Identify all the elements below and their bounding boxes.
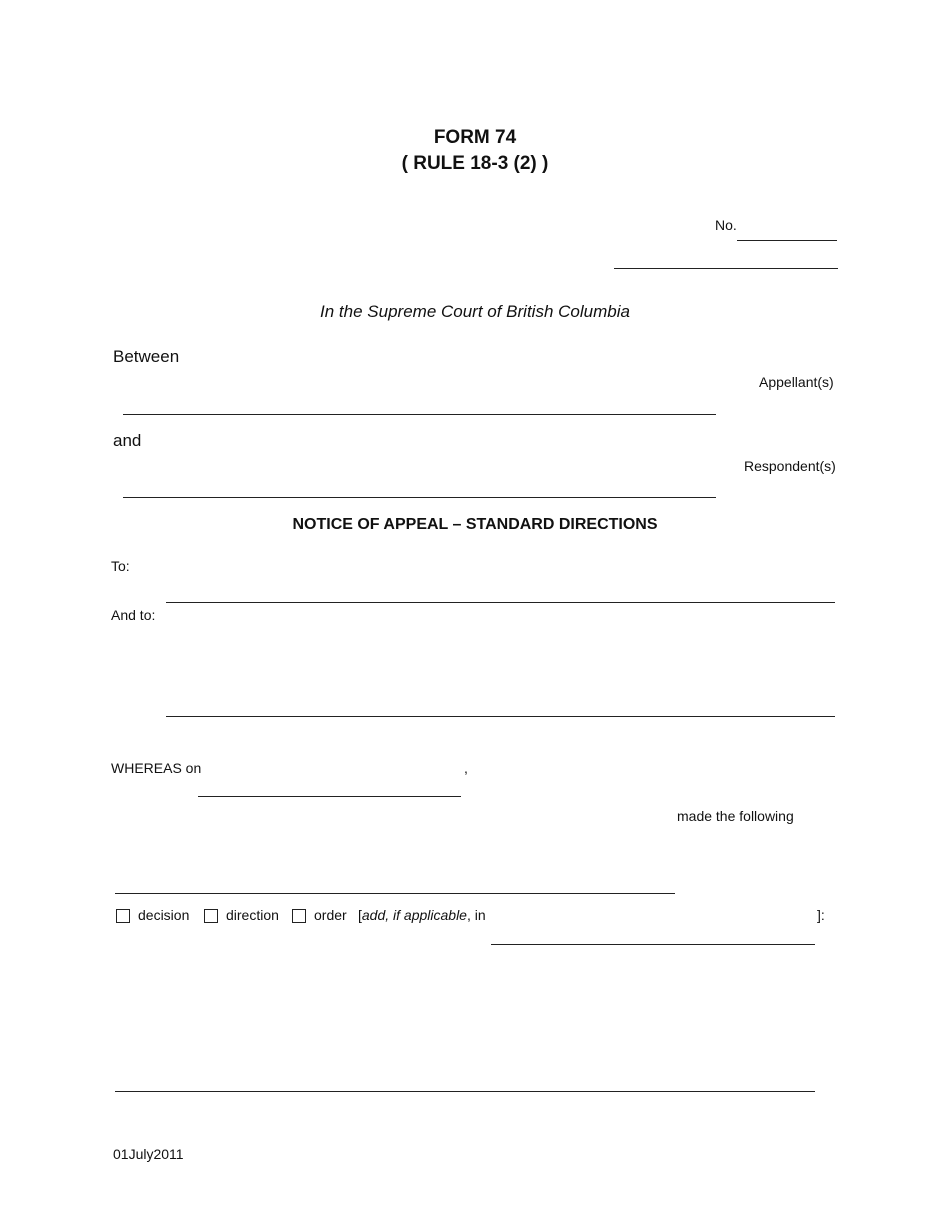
footer-date: 01July2011 <box>113 1146 184 1162</box>
order-label: order <box>314 907 347 923</box>
to-field[interactable] <box>166 602 835 603</box>
and-label: and <box>113 431 142 450</box>
court-name: In the Supreme Court of British Columbia <box>320 302 630 321</box>
date-field[interactable] <box>198 796 461 797</box>
in-text: , in <box>466 907 486 923</box>
add-bracket-open: [ <box>358 907 362 923</box>
add-instruction <box>358 907 486 923</box>
rule-reference: ( RULE 18-3 (2) ) <box>401 153 549 174</box>
judge-field[interactable] <box>115 893 675 894</box>
appellant-field[interactable] <box>123 414 716 415</box>
form-title: FORM 74 <box>433 127 517 148</box>
file-no-field[interactable] <box>737 240 837 241</box>
and-to-field[interactable] <box>166 716 835 717</box>
made-following-label: made the following <box>677 808 794 824</box>
applicable-field[interactable] <box>491 944 815 945</box>
respondent-field[interactable] <box>123 497 716 498</box>
add-if-applicable: add, if applicable <box>361 907 467 923</box>
between-label: Between <box>113 347 180 366</box>
close-bracket: ]: <box>817 907 825 923</box>
to-label: To: <box>111 558 130 574</box>
and-to-label: And to: <box>111 607 156 623</box>
decision-checkbox[interactable] <box>116 909 130 923</box>
whereas-label: WHEREAS on <box>111 760 202 776</box>
respondent-label: Respondent(s) <box>744 458 836 474</box>
notice-title: NOTICE OF APPEAL – STANDARD DIRECTIONS <box>292 516 658 533</box>
details-field[interactable] <box>115 1091 815 1092</box>
file-no-label: No. <box>715 217 737 233</box>
appellant-label: Appellant(s) <box>759 374 834 390</box>
direction-label: direction <box>226 907 279 923</box>
order-checkbox[interactable] <box>292 909 306 923</box>
direction-checkbox[interactable] <box>204 909 218 923</box>
decision-label: decision <box>138 907 190 923</box>
registry-field[interactable] <box>614 268 838 269</box>
whereas-comma: , <box>464 760 468 776</box>
